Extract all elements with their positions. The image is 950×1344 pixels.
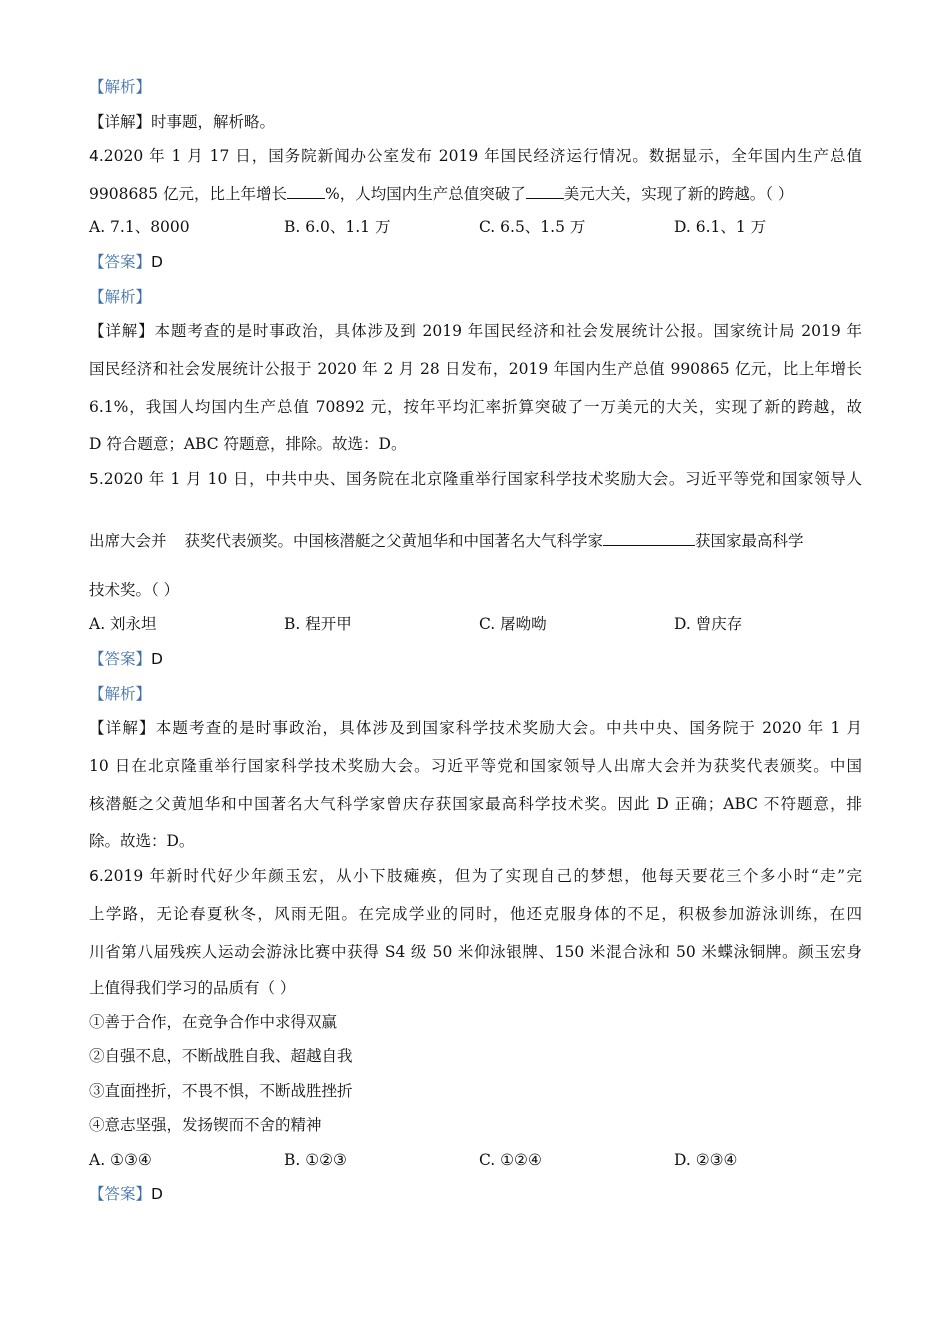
q4-analysis-heading [89,286,862,308]
q5-answer [89,648,862,670]
analysis-tag: 【解析】 [89,78,152,96]
stem-text: 川省第八届残疾人运动会游泳比赛中获得 S4 级 50 米仰泳银牌、150 米混合泳和 50 米蝶泳铜牌。颜玉宏身 [89,943,862,961]
option-d: D. ②③④ [674,1151,738,1169]
stem-text: 美元大关，实现了新的跨越。（ ） [563,185,794,203]
statement-text: ④意志坚强，发扬锲而不舍的精神 [89,1116,322,1134]
detail-text: 时事题，解析略。 [151,113,276,131]
q3-detail [89,111,862,133]
q4-answer [89,251,862,273]
q6-item-3 [89,1080,862,1102]
detail-text: 除。故选：D。 [89,832,195,850]
q6-options [89,1149,862,1171]
q5-analysis-heading [89,683,862,705]
detail-text: 核潜艇之父黄旭华和中国著名大气科学家曾庆存获国家最高科学技术奖。因此 D 正确；ABC 不符题意，排 [89,795,862,813]
analysis-tag: 【解析】 [89,288,152,306]
option-a: A. 7.1、8000 [89,218,190,236]
stem-text: 技术奖。（ ） [89,581,180,599]
q6-answer [89,1183,862,1205]
detail-text: D 符合题意；ABC 符题意，排除。故选：D。 [89,435,407,453]
option-a: A. 刘永坦 [89,615,157,633]
option-d: D. 曾庆存 [674,615,743,633]
detail-tag: 【详解】 [89,322,155,340]
statement-text: ①善于合作，在竞争合作中求得双赢 [89,1013,338,1031]
q3-analysis-heading [89,76,862,98]
q4-detail-line1 [89,320,862,342]
detail-text: 6.1%，我国人均国内生产总值 70892 元，按年平均汇率折算突破了一万美元的大关，实现了新的跨越，故 [89,398,862,416]
stem-text: 上值得我们学习的品质有（ ） [89,979,296,997]
q4-detail-line3 [89,396,862,418]
answer-value: D [151,650,163,668]
stem-text: 上学路，无论春夏秋冬，风雨无阻。在完成学业的同时，他还克服身体的不足，积极参加游泳训练，在四 [89,905,862,923]
analysis-tag: 【解析】 [89,685,152,703]
q6-stem-line1 [89,865,862,887]
detail-text: 10 日在北京隆重举行国家科学技术奖励大会。习近平等党和国家领导人出席大会并为获奖代表颁奖。中国 [89,757,862,775]
statement-text: ②自强不息，不断战胜自我、超越自我 [89,1047,353,1065]
option-b: B. 程开甲 [284,615,352,633]
option-c: C. 6.5、1.5 万 [479,218,586,236]
question-number: 5. [89,470,104,488]
option-a: A. ①③④ [89,1151,152,1169]
option-c: C. ①②④ [479,1151,542,1169]
q4-detail-line4 [89,433,862,455]
q6-item-1 [89,1011,862,1033]
q6-stem-line3 [89,941,862,963]
stem-text: 2020 年 1 月 17 日，国务院新闻办公室发布 2019 年国民经济运行情况。数据显示，全年国内生产总值 [103,147,862,165]
detail-text: 国民经济和社会发展统计公报于 2020 年 2 月 28 日发布，2019 年国内生产总值 990865 亿元，比上年增长 [89,360,862,378]
fill-blank [526,182,564,199]
option-d: D. 6.1、1 万 [674,218,767,236]
question-number: 4. [89,147,104,165]
q5-stem-line1 [89,468,862,490]
q4-stem-line2 [89,182,862,205]
answer-value: D [151,253,163,271]
q5-detail-line2 [89,755,862,777]
fill-blank [603,529,695,546]
q4-options [89,216,862,238]
q5-detail-line3 [89,793,862,815]
answer-tag: 【答案】 [89,650,152,668]
answer-value: D [151,1185,163,1203]
q4-stem-line1 [89,145,862,167]
stem-text: %，人均国内生产总值突破了 [324,185,526,203]
q6-stem-line2 [89,903,862,925]
q5-detail-line1 [89,717,862,739]
q6-item-4 [89,1114,862,1136]
q5-stem-line2 [89,529,862,552]
statement-text: ③直面挫折，不畏不惧，不断战胜挫折 [89,1082,353,1100]
option-c: C. 屠呦呦 [479,615,547,633]
option-b: B. ①②③ [284,1151,347,1169]
q5-detail-line4 [89,830,862,852]
q4-detail-line2 [89,358,862,380]
stem-text: 获奖代表颁奖。中国核潜艇之父黄旭华和中国著名大气科学家 [184,532,604,550]
fill-blank [287,182,325,199]
detail-text: 本题考查的是时事政治，具体涉及到国家科学技术奖励大会。中共中央、国务院于 2020 年 1 月 [155,719,862,737]
detail-tag: 【详解】 [89,113,152,131]
q6-item-2 [89,1045,862,1067]
question-number: 6. [89,867,104,885]
q6-stem-line4 [89,977,862,999]
q5-options [89,613,862,635]
detail-tag: 【详解】 [89,719,156,737]
stem-text: 2019 年新时代好少年颜玉宏，从小下肢瘫痪，但为了实现自己的梦想，他每天要花三个多小时“走”完 [103,867,862,885]
stem-text: 9908685 亿元，比上年增长 [89,185,287,203]
stem-text: 2020 年 1 月 10 日，中共中央、国务院在北京隆重举行国家科学技术奖励大会。习近平等党和国家领导人 [103,470,862,488]
stem-text: 出席大会并 [89,532,167,550]
answer-tag: 【答案】 [89,1185,152,1203]
answer-tag: 【答案】 [89,253,152,271]
detail-text: 本题考查的是时事政治，具体涉及到 2019 年国民经济和社会发展统计公报。国家统计局 2019 年 [154,322,862,340]
option-b: B. 6.0、1.1 万 [284,218,391,236]
stem-text: 获国家最高科学 [695,532,804,550]
q5-stem-line3 [89,579,862,601]
